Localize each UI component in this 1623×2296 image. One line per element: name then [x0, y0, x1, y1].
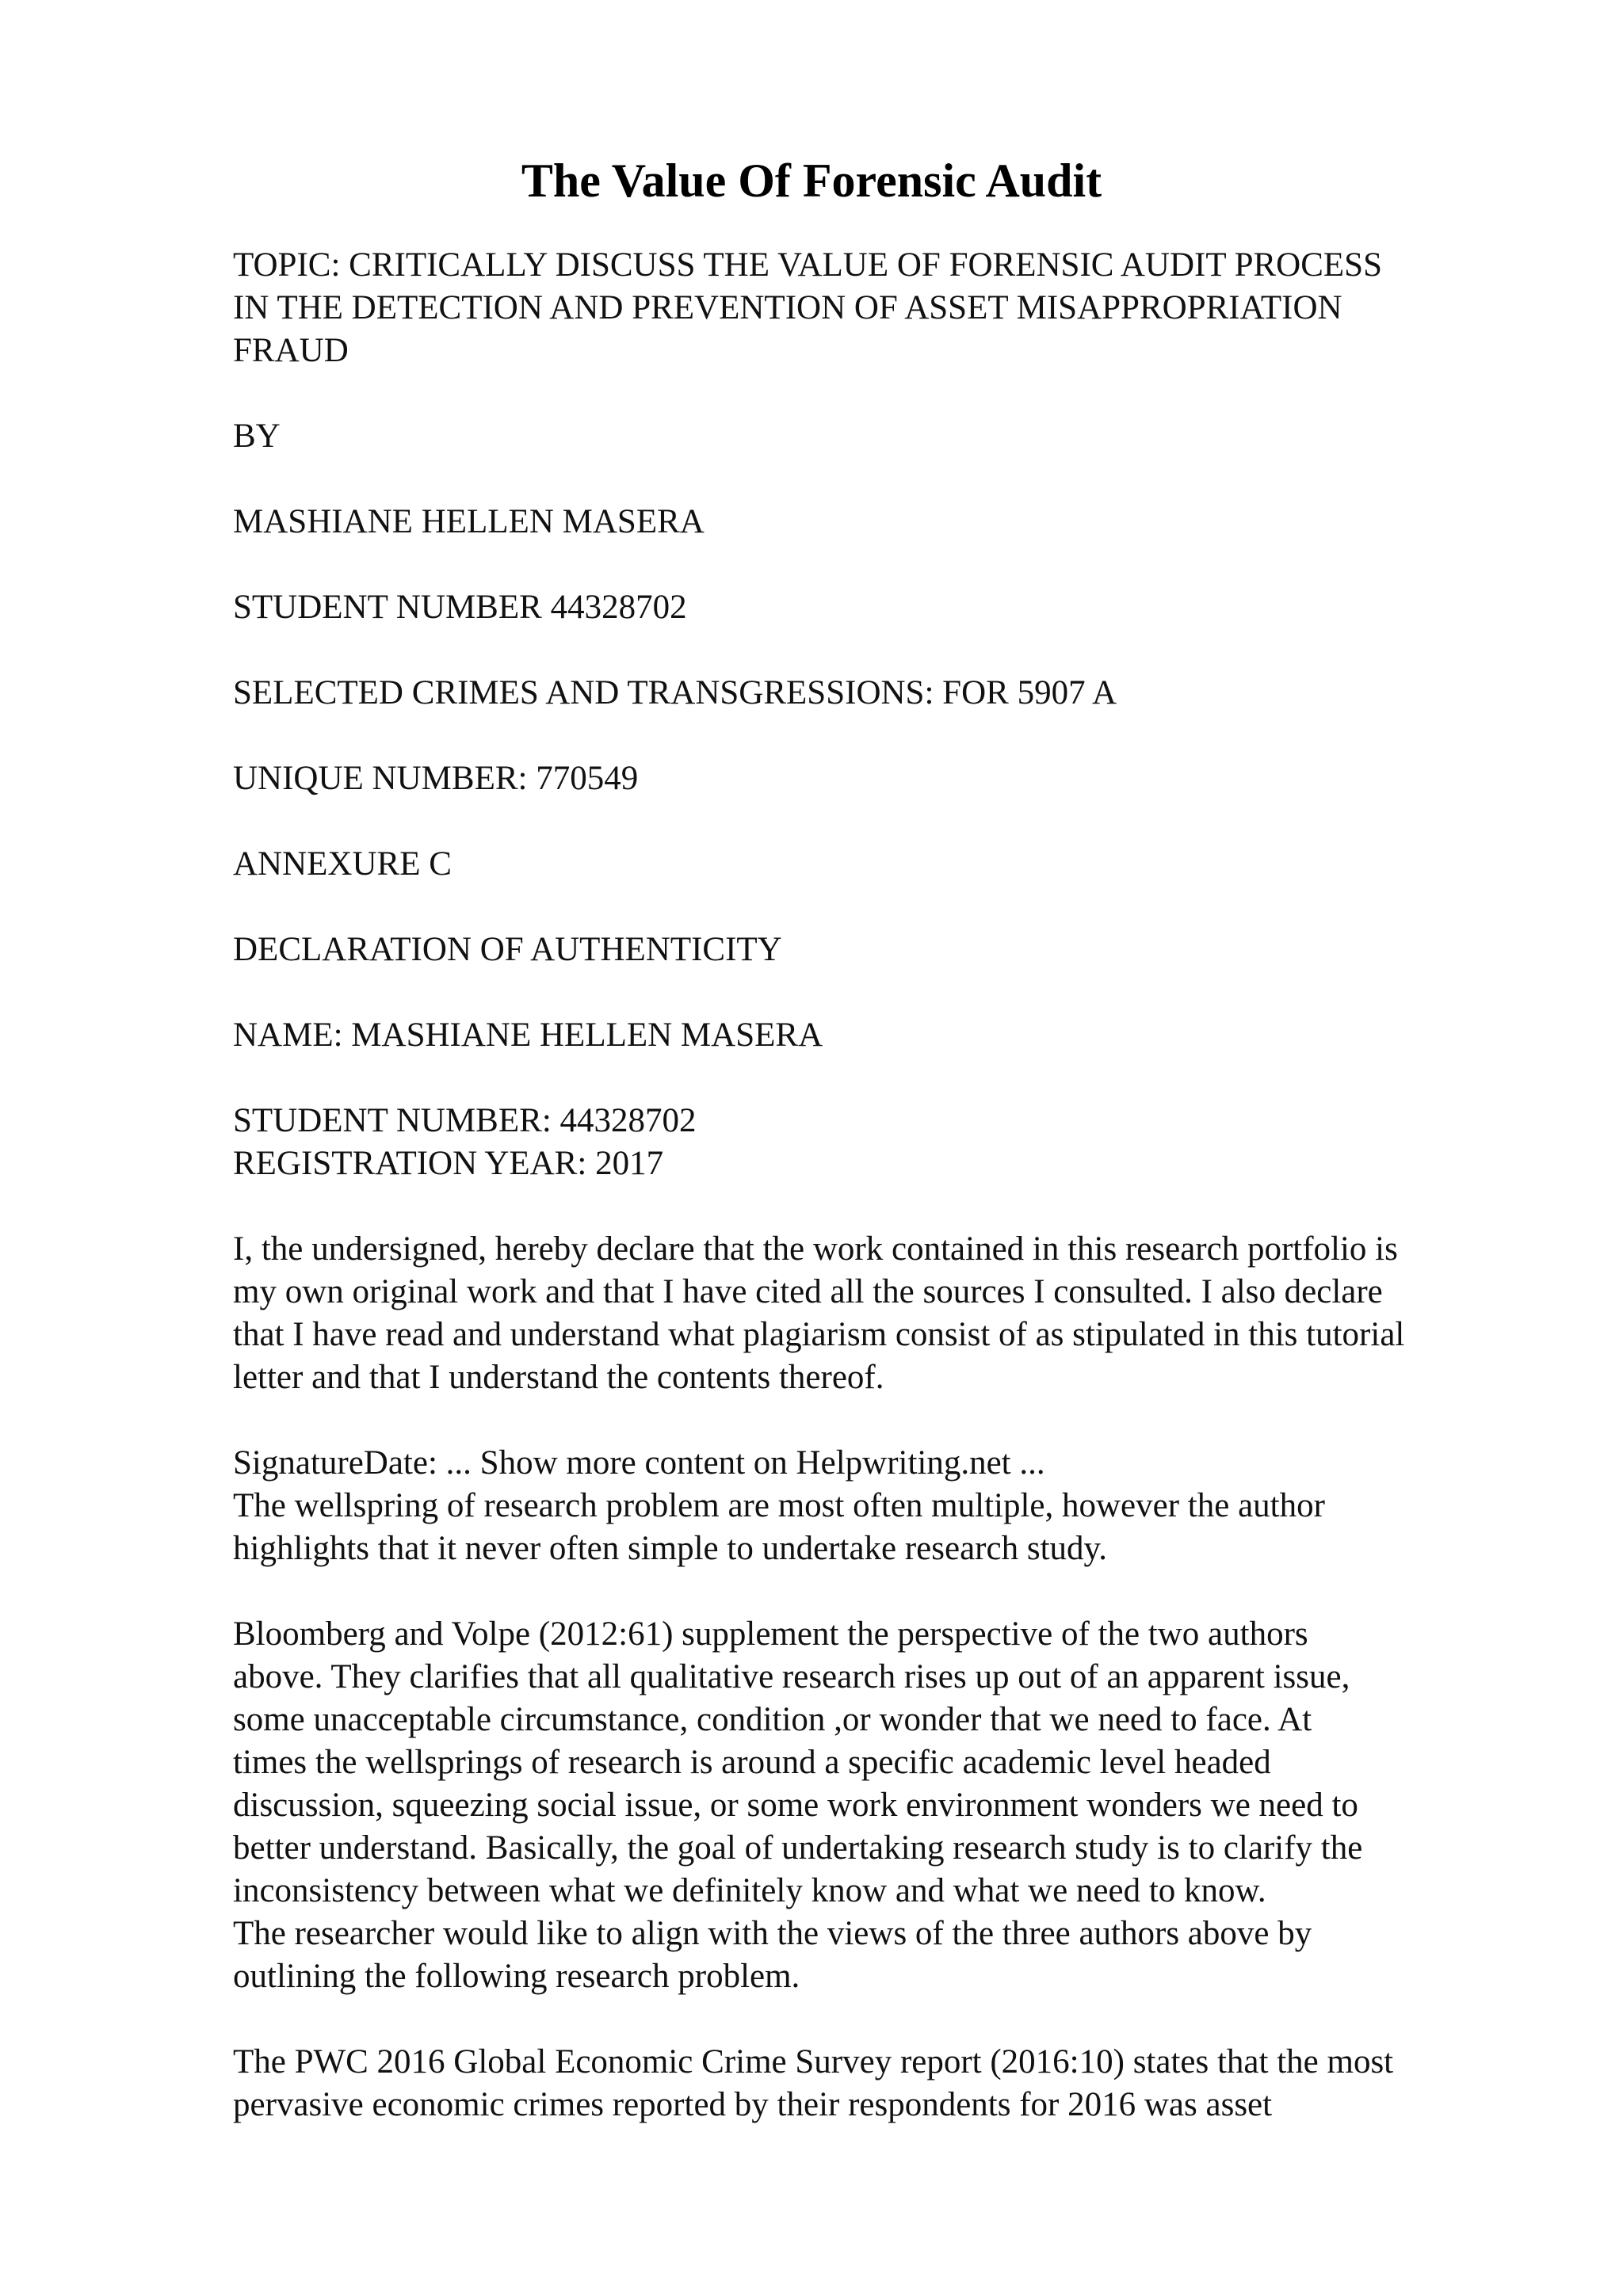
bloomberg-paragraph — [233, 1613, 1517, 1998]
bloomberg-line: discussion, squeezing social issue, or some work environment wonders we need to — [233, 1787, 1358, 1824]
declaration-line: letter and that I understand the contents thereof. — [233, 1359, 884, 1396]
bloomberg-line: The researcher would like to align with the views of the three authors above by — [233, 1915, 1312, 1952]
bloomberg-line: times the wellsprings of research is around a specific academic level headed — [233, 1744, 1271, 1781]
bloomberg-line: above. They clarifies that all qualitative research rises up out of an apparent issue, — [233, 1658, 1350, 1695]
registration-year-line: REGISTRATION YEAR: 2017 — [233, 1145, 664, 1182]
document-body — [233, 244, 1517, 2126]
topic-line: FRAUD — [233, 332, 349, 369]
bloomberg-line: outlining the following research problem. — [233, 1958, 800, 1995]
wellspring-line: highlights that it never often simple to undertake research study. — [233, 1530, 1107, 1567]
document-title: The Value Of Forensic Audit — [521, 154, 1102, 207]
signature-wellspring-paragraph — [233, 1442, 1517, 1570]
by-line: BY — [233, 418, 281, 455]
topic-paragraph — [233, 244, 1517, 372]
declaration-line: my own original work and that I have cited all the sources I consulted. I also declare — [233, 1273, 1383, 1310]
registration-block — [233, 1100, 1517, 1185]
pwc-line: pervasive economic crimes reported by their respondents for 2016 was asset — [233, 2086, 1273, 2123]
declaration-line: I, the undersigned, hereby declare that the work contained in this research portfolio is — [233, 1230, 1398, 1268]
name-line: NAME: MASHIANE HELLEN MASERA — [233, 1016, 823, 1054]
author-name: MASHIANE HELLEN MASERA — [233, 503, 705, 540]
module-name: SELECTED CRIMES AND TRANSGRESSIONS: FOR 5907 A — [233, 674, 1117, 711]
signature-line: SignatureDate: ... Show more content on Helpwriting.net ... — [233, 1444, 1045, 1482]
unique-number: UNIQUE NUMBER: 770549 — [233, 760, 639, 797]
bloomberg-line: some unacceptable circumstance, condition ,or wonder that we need to face. At — [233, 1701, 1312, 1738]
annexure-label: ANNEXURE C — [233, 845, 452, 883]
bloomberg-line: better understand. Basically, the goal of undertaking research study is to clarify the — [233, 1829, 1363, 1867]
student-number: STUDENT NUMBER 44328702 — [233, 589, 687, 626]
bloomberg-line: inconsistency between what we definitely know and what we need to know. — [233, 1872, 1266, 1909]
pwc-paragraph — [233, 2041, 1517, 2126]
declaration-heading: DECLARATION OF AUTHENTICITY — [233, 931, 782, 968]
topic-line: IN THE DETECTION AND PREVENTION OF ASSET MISAPPROPRIATION — [233, 289, 1342, 326]
student-number-line: STUDENT NUMBER: 44328702 — [233, 1102, 697, 1139]
topic-line: TOPIC: CRITICALLY DISCUSS THE VALUE OF FORENSIC AUDIT PROCESS — [233, 246, 1382, 284]
bloomberg-line: Bloomberg and Volpe (2012:61) supplement the perspective of the two authors — [233, 1615, 1308, 1653]
declaration-paragraph — [233, 1228, 1517, 1399]
pwc-line: The PWC 2016 Global Economic Crime Survey report (2016:10) states that the most — [233, 2043, 1394, 2081]
declaration-line: that I have read and understand what plagiarism consist of as stipulated in this tutorial — [233, 1316, 1405, 1353]
wellspring-line: The wellspring of research problem are most often multiple, however the author — [233, 1487, 1325, 1524]
